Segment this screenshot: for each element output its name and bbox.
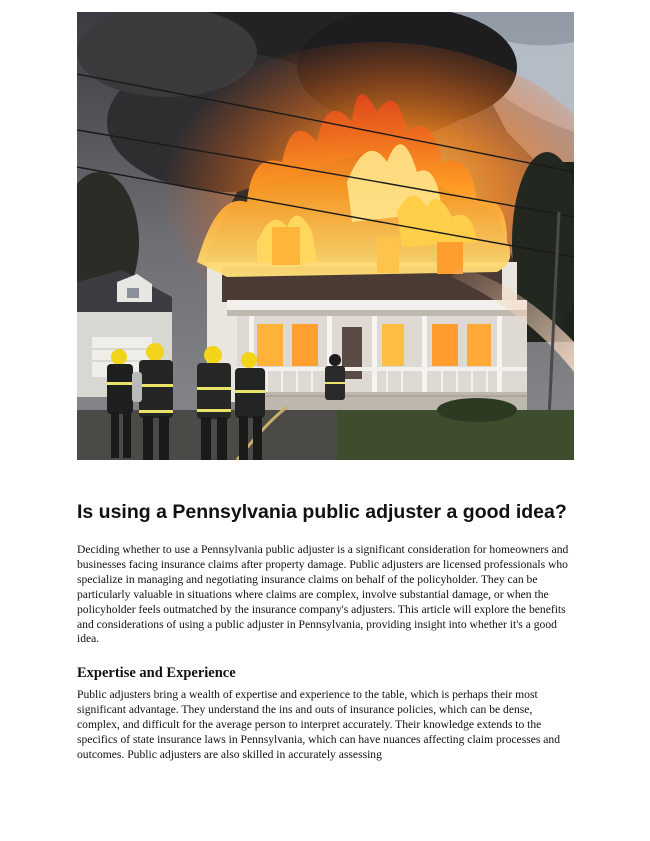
- section-heading: Expertise and Experience: [77, 665, 236, 681]
- article-intro-paragraph: Deciding whether to use a Pennsylvania public adjuster is a significant consideration for homeowners and businesses facing insurance claims after property damage. Public adjusters are licensed professionals who specialize in managing and negotiating insurance claims on behalf of the policyholder. They can be particularly valuable in situations where claims are complex, involve substantial damage, or when the policyholder feels outmatched by the insurance company's adjusters. This article will explore the benefits and considerations of using a public adjuster in Pennsylvania, providing insight into whether it's a good idea.: [77, 543, 569, 646]
- section-body-paragraph: Public adjusters bring a wealth of expertise and experience to the table, which is perhaps their most significant advantage. They understand the ins and outs of insurance policies, which can be dense, complex, and difficult for the average person to interpret accurately. Their knowledge extends to the specifics of state insurance laws in Pennsylvania, which can have nuances affecting claim processes and outcomes. Public adjusters are also skilled in accurately assessing: [77, 688, 561, 761]
- article-title: Is using a Pennsylvania public adjuster a good idea?: [77, 501, 567, 523]
- house-fire-photo: [77, 12, 574, 460]
